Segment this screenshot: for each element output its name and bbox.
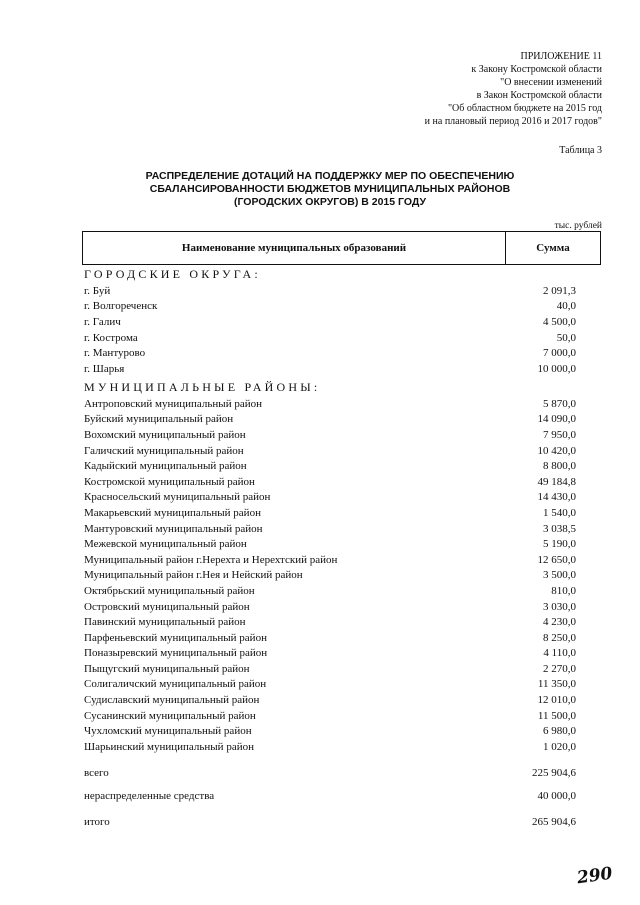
header-sum: Сумма xyxy=(536,242,570,254)
row-amount: 10 000,0 xyxy=(537,362,576,375)
row-name: Антроповский муниципальный район xyxy=(84,397,262,410)
total-label: итого xyxy=(84,816,110,828)
row-name: Кадыйский муниципальный район xyxy=(84,460,247,473)
handwritten-page-number: 290 xyxy=(575,863,614,889)
table-row xyxy=(84,458,594,474)
table-row xyxy=(84,568,594,584)
row-amount: 50,0 xyxy=(556,331,576,344)
row-name: г. Галич xyxy=(84,315,121,328)
row-amount: 7 950,0 xyxy=(543,428,576,441)
title-line: РАСПРЕДЕЛЕНИЕ ДОТАЦИЙ НА ПОДДЕРЖКУ МЕР ПО ОБЕСПЕЧЕНИЮ xyxy=(145,170,515,182)
total-label: нераспределенные средства xyxy=(84,790,215,802)
row-amount: 4 230,0 xyxy=(543,616,576,629)
title-line: (ГОРОДСКИХ ОКРУГОВ) В 2015 ГОДУ xyxy=(233,196,427,208)
table-row xyxy=(84,427,594,443)
row-amount: 3 038,5 xyxy=(543,522,576,535)
row-amount: 8 250,0 xyxy=(543,631,576,644)
title-line: СБАЛАНСИРОВАННОСТИ БЮДЖЕТОВ МУНИЦИПАЛЬНЫХ РАЙОНОВ xyxy=(149,183,511,195)
table-row xyxy=(84,283,594,299)
row-name: Макарьевский муниципальный район xyxy=(84,506,261,519)
row-amount: 6 980,0 xyxy=(543,725,576,738)
row-amount: 49 184,8 xyxy=(537,475,576,488)
row-name: г. Буй xyxy=(84,284,111,297)
table-row xyxy=(84,361,594,377)
table-row xyxy=(84,739,594,755)
table-row xyxy=(84,521,594,537)
row-name: Красносельский муниципальный район xyxy=(84,491,271,504)
table-row xyxy=(84,630,594,646)
row-name: Судиславский муниципальный район xyxy=(84,694,260,707)
row-amount: 810,0 xyxy=(551,584,576,597)
table-row xyxy=(84,314,594,330)
row-name: Буйский муниципальный район xyxy=(84,413,234,426)
annex-line: и на плановый период 2016 и 2017 годов" xyxy=(424,116,602,127)
table-number: Таблица 3 xyxy=(559,145,602,156)
table-row xyxy=(84,330,594,346)
row-name: Павинский муниципальный район xyxy=(84,616,246,629)
row-name: Октябрьский муниципальный район xyxy=(84,584,255,597)
row-amount: 4 500,0 xyxy=(543,315,576,328)
row-name: Островский муниципальный район xyxy=(84,600,250,613)
total-amount: 40 000,0 xyxy=(537,790,576,802)
table-row xyxy=(84,661,594,677)
row-name: Пыщугский муниципальный район xyxy=(84,662,250,675)
table-row xyxy=(84,614,594,630)
row-amount: 11 350,0 xyxy=(537,678,576,691)
row-name: Галичский муниципальный район xyxy=(84,444,244,457)
row-name: г. Мантурово xyxy=(84,347,146,360)
row-name: г. Волгореченск xyxy=(84,300,158,313)
table-row xyxy=(84,536,594,552)
document-title xyxy=(100,170,560,209)
city-districts-list xyxy=(84,283,594,377)
table-row xyxy=(84,692,594,708)
table-row xyxy=(84,490,594,506)
row-amount: 8 800,0 xyxy=(543,460,576,473)
row-amount: 3 500,0 xyxy=(543,569,576,582)
row-name: Парфеньевский муниципальный район xyxy=(84,631,267,644)
row-amount: 4 110,0 xyxy=(543,647,576,660)
annex-line: ПРИЛОЖЕНИЕ 11 xyxy=(520,51,602,62)
table-row xyxy=(84,723,594,739)
row-amount: 5 190,0 xyxy=(543,538,576,551)
table-row xyxy=(84,396,594,412)
row-amount: 2 091,3 xyxy=(543,284,576,297)
annex-block xyxy=(302,50,602,128)
section-title-municipal-districts: МУНИЦИПАЛЬНЫЕ РАЙОНЫ: xyxy=(84,380,321,394)
row-name: Костромской муниципальный район xyxy=(84,475,255,488)
annex-line: в Закон Костромской области xyxy=(476,90,602,101)
row-amount: 40,0 xyxy=(556,300,576,313)
total-amount: 225 904,6 xyxy=(532,767,576,779)
table-row xyxy=(84,474,594,490)
annex-line: "Об областном бюджете на 2015 год xyxy=(447,103,602,114)
row-amount: 3 030,0 xyxy=(543,600,576,613)
row-amount: 10 420,0 xyxy=(537,444,576,457)
row-amount: 11 500,0 xyxy=(537,709,576,722)
table-row xyxy=(84,677,594,693)
header-name: Наименование муниципальных образований xyxy=(83,232,506,264)
section-title-city-districts: ГОРОДСКИЕ ОКРУГА: xyxy=(84,267,261,281)
table-row xyxy=(84,708,594,724)
row-name: Сусанинский муниципальный район xyxy=(84,709,256,722)
total-all-row xyxy=(84,765,594,781)
row-amount: 2 270,0 xyxy=(543,662,576,675)
annex-line: к Закону Костромской области xyxy=(471,64,602,75)
row-amount: 14 430,0 xyxy=(537,491,576,504)
table-row xyxy=(84,299,594,315)
row-amount: 1 540,0 xyxy=(543,506,576,519)
row-name: Шарьинский муниципальный район xyxy=(84,740,254,753)
total-label: всего xyxy=(84,767,109,779)
table-row xyxy=(84,646,594,662)
table-header xyxy=(82,231,601,265)
units-label: тыс. рублей xyxy=(554,221,602,231)
table-row xyxy=(84,505,594,521)
row-amount: 1 020,0 xyxy=(543,740,576,753)
table-row xyxy=(84,412,594,428)
row-name: Поназыревский муниципальный район xyxy=(84,647,268,660)
table-row xyxy=(84,583,594,599)
row-amount: 12 010,0 xyxy=(537,694,576,707)
row-name: Межевской муниципальный район xyxy=(84,538,247,551)
table-row xyxy=(84,552,594,568)
table-row xyxy=(84,345,594,361)
annex-line: "О внесении изменений xyxy=(500,77,602,88)
table-row xyxy=(84,443,594,459)
municipal-districts-list xyxy=(84,396,594,755)
row-name: г. Шарья xyxy=(84,362,125,375)
row-amount: 12 650,0 xyxy=(537,553,576,566)
row-name: Муниципальный район г.Нея и Нейский район xyxy=(84,569,303,582)
table-row xyxy=(84,599,594,615)
total-amount: 265 904,6 xyxy=(532,816,576,828)
row-amount: 14 090,0 xyxy=(537,413,576,426)
row-amount: 5 870,0 xyxy=(543,397,576,410)
row-name: Солигаличский муниципальный район xyxy=(84,678,267,691)
row-name: Мантуровский муниципальный район xyxy=(84,522,263,535)
row-name: Муниципальный район г.Нерехта и Нерехтский район xyxy=(84,553,338,566)
row-name: Вохомский муниципальный район xyxy=(84,428,246,441)
grand-total-row xyxy=(84,814,594,830)
unassigned-funds-row xyxy=(84,788,594,804)
row-name: Чухломский муниципальный район xyxy=(84,725,252,738)
row-name: г. Кострома xyxy=(84,331,138,344)
row-amount: 7 000,0 xyxy=(543,347,576,360)
